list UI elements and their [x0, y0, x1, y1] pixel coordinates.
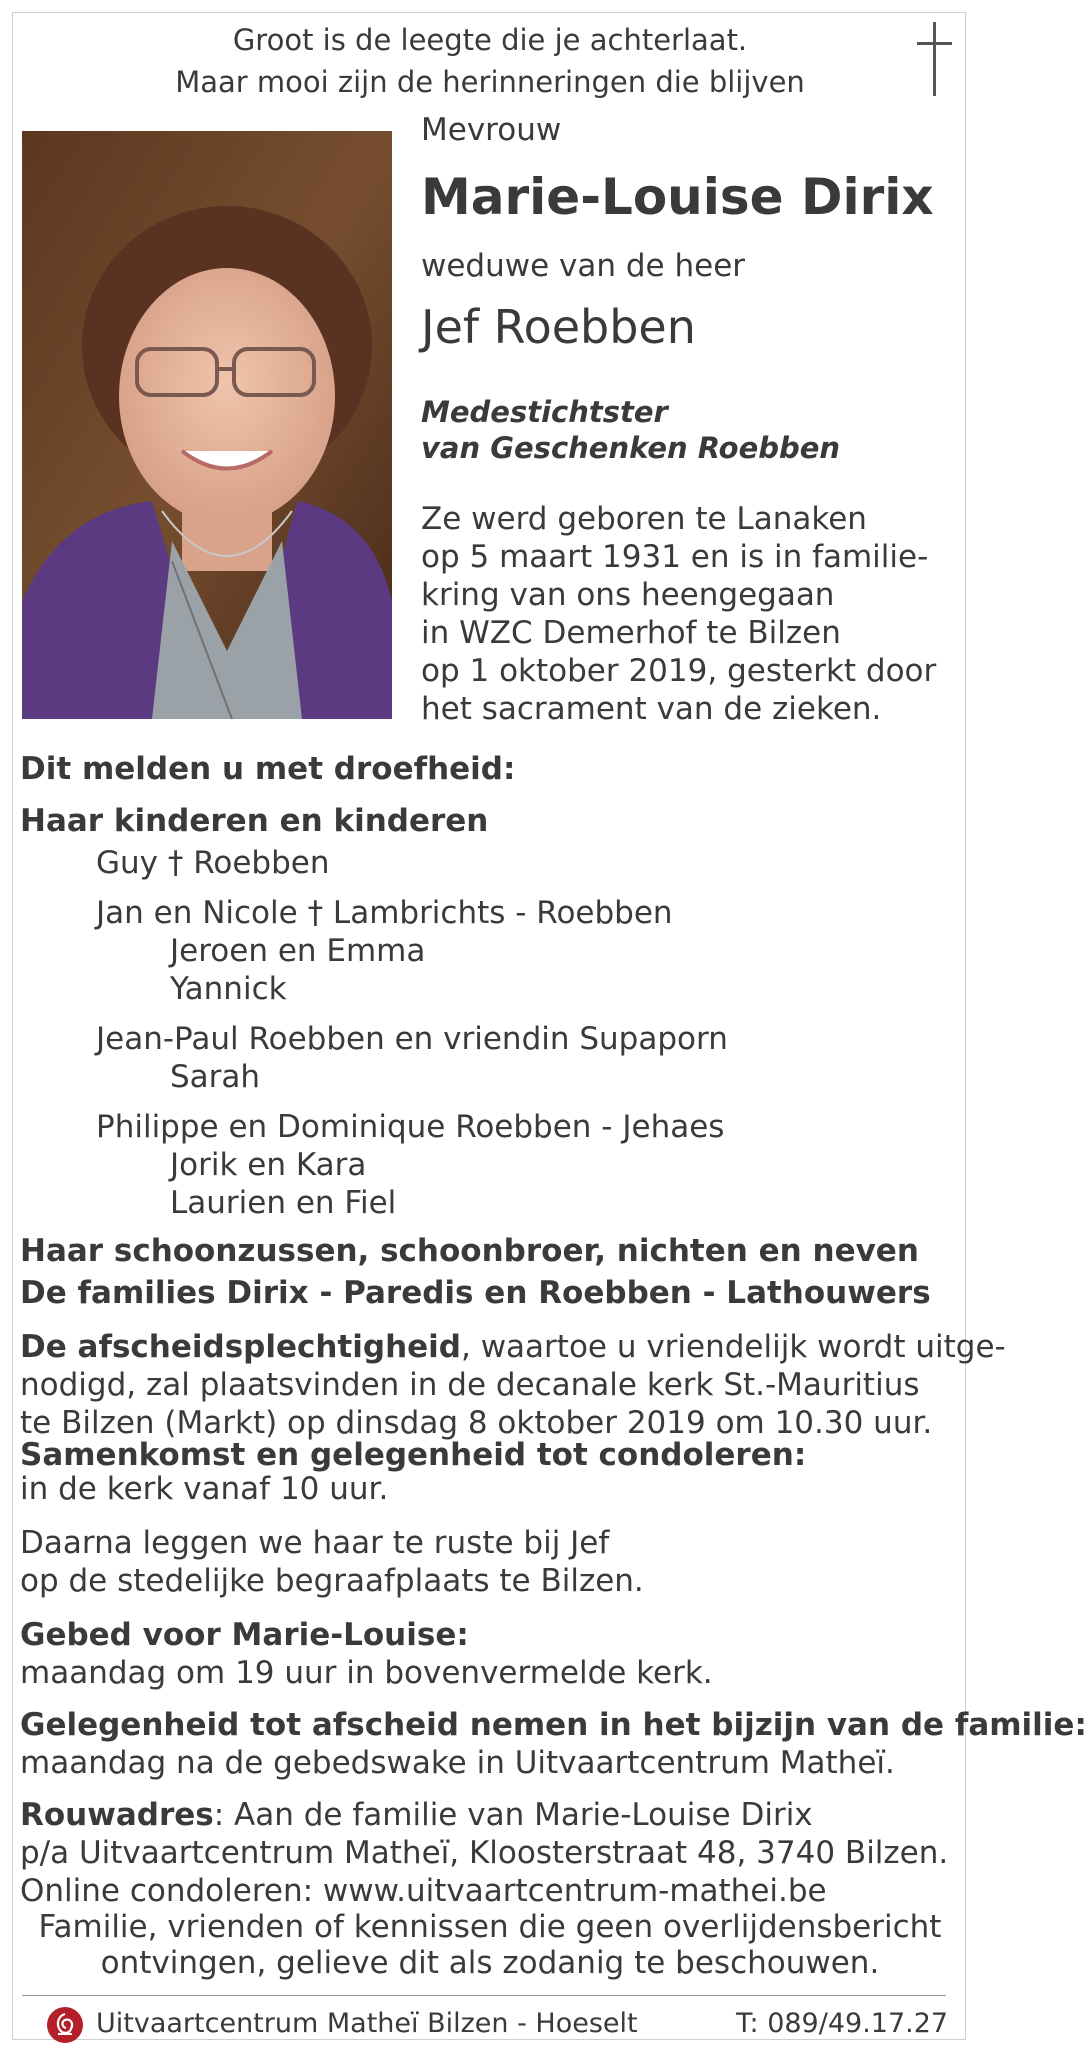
- salutation: Mevrouw: [421, 112, 562, 148]
- ceremony-line-1: [20, 1328, 1006, 1366]
- online-condolence-line: Online condoleren: www.uitvaartcentrum-mathei.be: [20, 1873, 827, 1909]
- quote-line-1: Groot is de leegte die je achterlaat.: [232, 23, 748, 57]
- family-line: Guy † Roebben: [96, 845, 330, 881]
- bio-line-2: op 5 maart 1931 en is in familie-: [421, 539, 929, 575]
- prayer-label: Gebed voor Marie-Louise:: [20, 1617, 469, 1653]
- inlaws-line: Haar schoonzussen, schoonbroer, nichten en neven: [20, 1233, 919, 1269]
- rose-logo-icon: [46, 2006, 84, 2044]
- ceremony-line-3: te Bilzen (Markt) op dinsdag 8 oktober 2019 om 10.30 uur.: [20, 1405, 933, 1441]
- deceased-name: Marie-Louise Dirix: [421, 168, 934, 226]
- family-line: Jan en Nicole † Lambrichts - Roebben: [96, 895, 673, 931]
- prayer-text: maandag om 19 uur in bovenvermelde kerk.: [20, 1655, 713, 1691]
- footer-phone: T: 089/49.17.27: [736, 2008, 949, 2039]
- ceremony-line-2: nodigd, zal plaatsvinden in de decanale kerk St.-Mauritius: [20, 1367, 920, 1403]
- portrait-photo: [22, 131, 392, 719]
- address-line-2: p/a Uitvaartcentrum Matheï, Kloosterstraat 48, 3740 Bilzen.: [20, 1835, 949, 1871]
- gathering-text: in de kerk vanaf 10 uur.: [20, 1471, 389, 1507]
- children-heading: Haar kinderen en kinderen: [20, 803, 489, 839]
- families-line: De families Dirix - Paredis en Roebben - Lathouwers: [20, 1275, 931, 1311]
- notice-line-1: Familie, vrienden of kennissen die geen overlijdensbericht: [38, 1909, 942, 1945]
- relation-text: weduwe van de heer: [421, 248, 746, 284]
- footer-divider: [22, 1995, 946, 1996]
- grandchild-line: Yannick: [170, 971, 287, 1007]
- ceremony-label: De afscheidsplechtigheid: [20, 1329, 461, 1365]
- ceremony-text: , waartoe u vriendelijk wordt uitge-: [460, 1329, 1006, 1365]
- bio-line-1: Ze werd geboren te Lanaken: [421, 501, 867, 537]
- footer-company: Uitvaartcentrum Matheï Bilzen - Hoeselt: [96, 2008, 638, 2039]
- spouse-name: Jef Roebben: [421, 300, 696, 354]
- bio-line-5: op 1 oktober 2019, gesterkt door: [421, 653, 937, 689]
- notice-line-2: ontvingen, gelieve dit als zodanig te beschouwen.: [100, 1945, 880, 1981]
- family-line: Philippe en Dominique Roebben - Jehaes: [96, 1109, 725, 1145]
- grandchild-line: Laurien en Fiel: [170, 1185, 397, 1221]
- bio-line-4: in WZC Demerhof te Bilzen: [421, 615, 841, 651]
- bio-line-3: kring van ons heengegaan: [421, 577, 835, 613]
- grandchild-line: Jorik en Kara: [170, 1147, 367, 1183]
- family-line: Jean-Paul Roebben en vriendin Supaporn: [96, 1021, 728, 1057]
- bio-line-6: het sacrament van de zieken.: [421, 691, 882, 727]
- address-label: Rouwadres: [20, 1797, 214, 1833]
- burial-line-1: Daarna leggen we haar te ruste bij Jef: [20, 1525, 610, 1561]
- role-line-2: van Geschenken Roebben: [421, 431, 841, 465]
- farewell-label: Gelegenheid tot afscheid nemen in het bijzijn van de familie:: [20, 1707, 1087, 1743]
- family-intro: Dit melden u met droefheid:: [20, 751, 516, 787]
- farewell-text: maandag na de gebedswake in Uitvaartcentrum Matheï.: [20, 1745, 895, 1781]
- gathering-label: Samenkomst en gelegenheid tot condoleren:: [20, 1437, 807, 1473]
- address-text: : Aan de familie van Marie-Louise Dirix: [213, 1797, 813, 1833]
- cross-icon: [905, 20, 965, 100]
- grandchild-line: Jeroen en Emma: [170, 933, 426, 969]
- grandchild-line: Sarah: [170, 1059, 261, 1095]
- quote-line-2: Maar mooi zijn de herinneringen die blijven: [175, 65, 805, 99]
- address-line-1: [20, 1796, 813, 1834]
- role-line-1: Medestichtster: [421, 395, 668, 429]
- burial-line-2: op de stedelijke begraafplaats te Bilzen.: [20, 1563, 644, 1599]
